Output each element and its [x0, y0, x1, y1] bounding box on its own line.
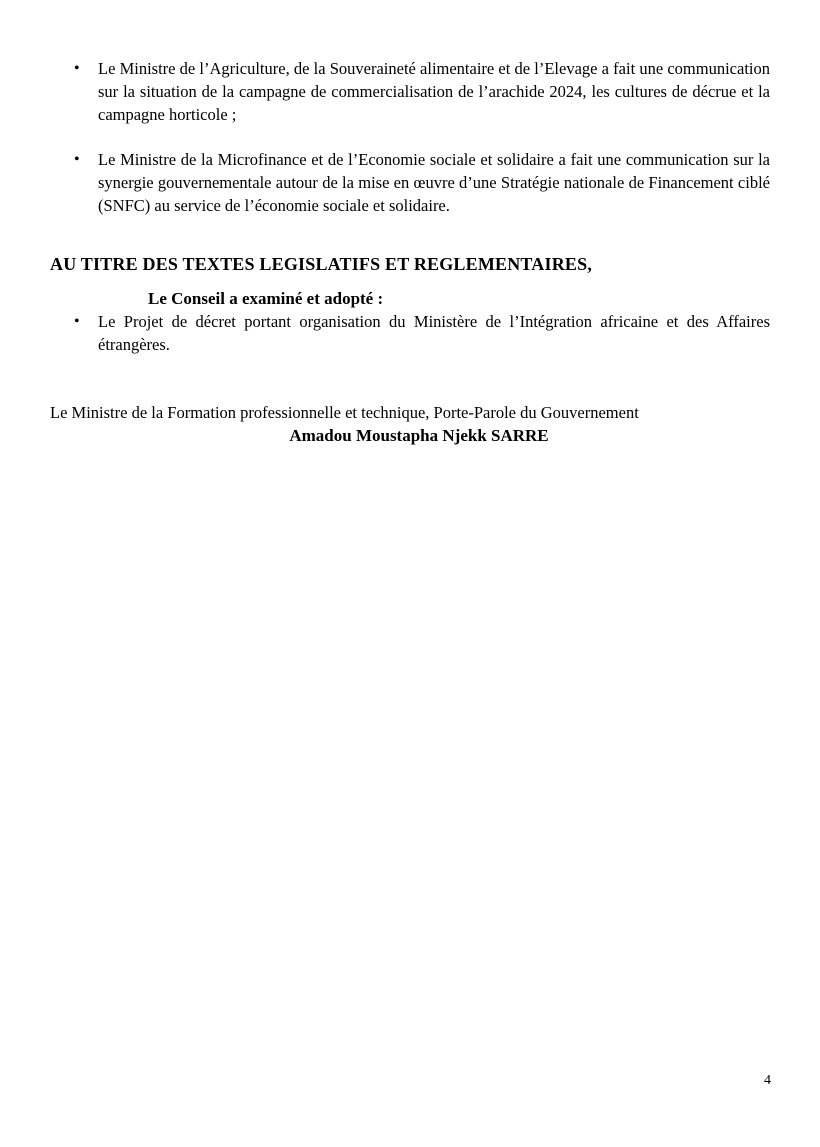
section-heading-textes-legislatifs: AU TITRE DES TEXTES LEGISLATIFS ET REGLEMENTAIRES, — [50, 254, 593, 274]
adopted-item-decret: • Le Projet de décret portant organisation du Ministère de l’Intégration africaine et des Affaires étrangères. — [98, 310, 770, 356]
communication-bullet-microfinance: • Le Ministre de la Microfinance et de l’Economie sociale et solidaire a fait une communication sur la synergie gouvernementale autour de la mise en œuvre d’une Stratégie nationale de Financement ciblé (SNFC) au service de l’économie sociale et solidaire. — [98, 148, 770, 217]
signature-name: Amadou Moustapha Njekk SARRE — [289, 426, 549, 445]
communications-list — [50, 57, 770, 217]
signature-role: Le Ministre de la Formation professionnelle et technique, Porte-Parole du Gouvernement — [50, 403, 639, 422]
subheading-conseil-adopte: Le Conseil a examiné et adopté : — [148, 289, 384, 308]
page-number: 4 — [764, 1073, 771, 1088]
communication-bullet-agriculture: • Le Ministre de l’Agriculture, de la Souveraineté alimentaire et de l’Elevage a fait une communication sur la situation de la campagne de commercialisation de l’arachide 2024, les cultures de décrue et la campagne horticole ; — [98, 57, 770, 126]
adopted-items-list — [50, 310, 770, 356]
